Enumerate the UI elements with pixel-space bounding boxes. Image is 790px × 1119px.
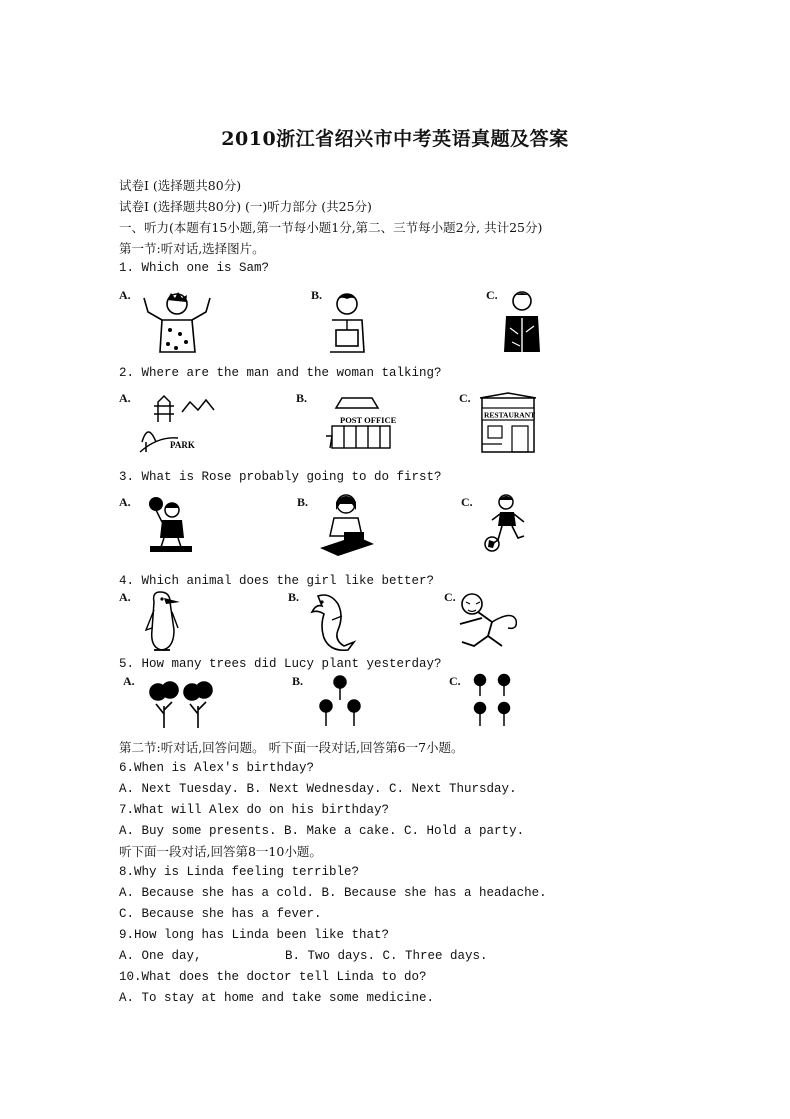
section1-heading: 第一节:听对话,选择图片。 [119,241,265,256]
q4-option-c-label: C. [444,590,456,604]
question-4: 4. Which animal does the girl like better? [119,574,435,588]
restaurant-picture [478,392,538,454]
q2-option-c-label: C. [459,391,471,405]
q3-option-a-label: A. [119,495,131,509]
question-8-option-c: C. Because she has a fever. [119,907,322,921]
question-10-option-a: A. To stay at home and take some medicine. [119,991,435,1005]
question-1: 1. Which one is Sam? [119,261,270,275]
question-7: 7.What will Alex do on his birthday? [119,803,390,817]
two-trees-picture [148,678,218,730]
monkey-picture [452,590,522,652]
park-picture [138,392,218,454]
three-trees-picture [316,674,368,730]
section2-subheading: 听下面一段对话,回答第8一10小题。 [119,844,322,859]
question-3: 3. What is Rose probably going to do first? [119,470,442,484]
four-trees-picture [468,672,518,730]
restaurant-caption: RESTAURANT [484,410,536,420]
section2-heading: 第二节:听对话,回答问题。 听下面一段对话,回答第6一7小题。 [119,740,464,755]
question-5: 5. How many trees did Lucy plant yesterday? [119,657,442,671]
boy-waving-picture [140,290,215,355]
q4-option-a-label: A. [119,590,131,604]
park-caption: PARK [170,440,195,450]
question-9-option-a: A. One day, [119,949,202,963]
girl-playing-volleyball-picture [146,494,196,556]
question-6: 6.When is Alex's birthday? [119,761,315,775]
q4-option-b-label: B. [288,590,300,604]
q2-option-a-label: A. [119,391,131,405]
question-8: 8.Why is Linda feeling terrible? [119,865,360,879]
q3-option-c-label: C. [461,495,473,509]
q2-option-b-label: B. [296,391,308,405]
post-office-picture [322,392,402,452]
question-2: 2. Where are the man and the woman talking? [119,366,442,380]
penguin-picture [140,590,185,652]
q5-option-a-label: A. [123,674,135,688]
question-9: 9.How long has Linda been like that? [119,928,390,942]
question-10: 10.What does the doctor tell Linda to do? [119,970,427,984]
question-6-options: A. Next Tuesday. B. Next Wednesday. C. Next Thursday. [119,782,517,796]
q1-option-a-label: A. [119,288,131,302]
listening-instructions: 一、听力(本题有15小题,第一节每小题1分,第二、三节每小题2分, 共计25分) [119,220,543,235]
girl-playing-football-picture [482,492,532,554]
paper-header-1: 试卷I (选择题共80分) [119,178,242,193]
page-title: 2010浙江省绍兴市中考英语真题及答案 [221,128,569,150]
q5-option-c-label: C. [449,674,461,688]
dolphin-picture [308,590,363,652]
post-office-caption: POST OFFICE [340,415,397,425]
question-8-options-ab: A. Because she has a cold. B. Because she has a headache. [119,886,547,900]
q1-option-c-label: C. [486,288,498,302]
question-9-options-bc: B. Two days. C. Three days. [285,949,488,963]
q3-option-b-label: B. [297,495,309,509]
boy-in-jacket-picture [500,288,545,353]
paper-header-2: 试卷I (选择题共80分) (一)听力部分 (共25分) [119,199,372,214]
girl-at-computer-picture [318,492,376,558]
q1-option-b-label: B. [311,288,323,302]
question-7-options: A. Buy some presents. B. Make a cake. C. Hold a party. [119,824,525,838]
q5-option-b-label: B. [292,674,304,688]
boy-holding-paper-picture [322,290,372,355]
